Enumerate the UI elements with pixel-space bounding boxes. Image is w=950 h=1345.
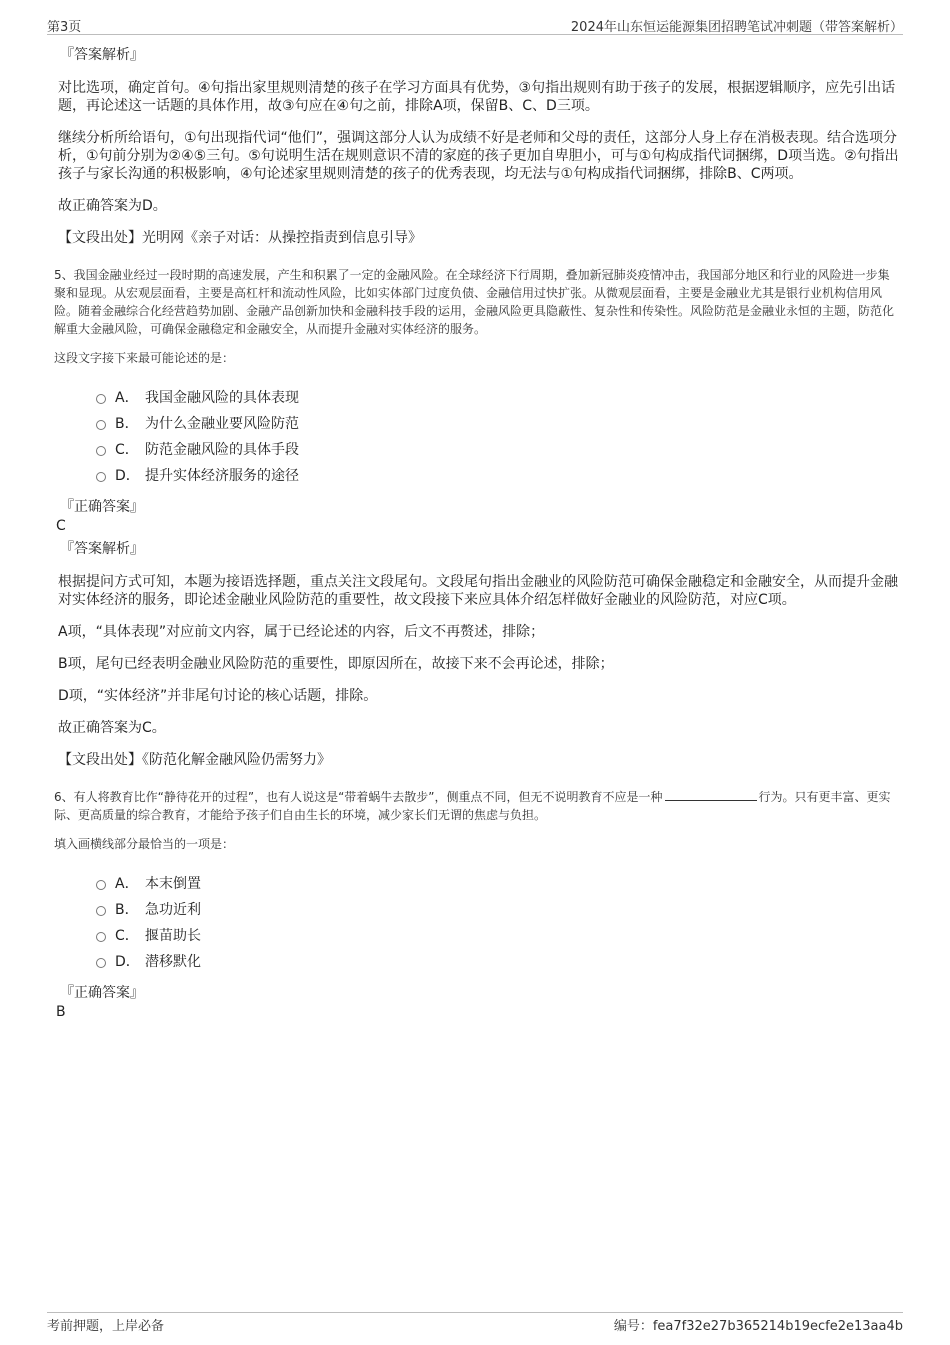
analysis-label: 『答案解析』	[60, 47, 144, 63]
page-content	[56, 46, 901, 1026]
document-title: 2024年山东恒运能源集团招聘笔试冲刺题（带答案解析）	[570, 20, 903, 35]
source-citation: 【文段出处】《防范化解金融风险仍需努力》	[58, 752, 331, 768]
analysis-paragraph: 对比选项，确定首句。④句指出家里规则清楚的孩子在学习方面具有优势，③句指出规则有助于孩子的发展，根据逻辑顺序，应先引出话题，再论述这一话题的具体作用，故③句应在④句之前，排除A项，保留B、C、D三项。	[58, 80, 896, 114]
option-c[interactable]: C． 揠苗助长	[96, 922, 901, 948]
radio-icon[interactable]	[96, 472, 106, 482]
footer-slogan: 考前押题，上岸必备	[47, 1319, 165, 1334]
option-b[interactable]: B． 为什么金融业要风险防范	[96, 410, 901, 436]
question-6-text: 6、有人将教育比作“静待花开的过程”，也有人说这是“带着蜗牛去散步”，侧重点不同，但无不说明教育不应是一种 行为。只有更丰富、更实际、更高质量的综合教育，才能给予孩子们自由生长的环境，减少家长们无谓的焦虑与负担。	[54, 790, 891, 822]
option-b[interactable]: B． 急功近利	[96, 896, 901, 922]
radio-icon[interactable]	[96, 394, 106, 404]
fill-blank	[665, 788, 757, 801]
page-footer	[47, 1312, 903, 1334]
correct-answer: B	[56, 1004, 66, 1020]
page-number: 第3页	[47, 20, 82, 35]
radio-icon[interactable]	[96, 958, 106, 968]
option-d[interactable]: D． 潜移默化	[96, 948, 901, 974]
question-6-options	[96, 870, 901, 974]
option-a[interactable]: A． 我国金融风险的具体表现	[96, 384, 901, 410]
radio-icon[interactable]	[96, 880, 106, 890]
analysis-paragraph: 根据提问方式可知，本题为接语选择题，重点关注文段尾句。文段尾句指出金融业的风险防范可确保金融稳定和金融安全，从而提升金融对实体经济的服务，即论述金融业风险防范的重要性，故文段接下来应具体介绍怎样做好金融业的风险防范，对应C项。	[58, 574, 898, 608]
question-6-prompt: 填入画横线部分最恰当的一项是：	[54, 837, 235, 851]
radio-icon[interactable]	[96, 906, 106, 916]
correct-answer-label: 『正确答案』	[60, 499, 144, 515]
option-d[interactable]: D． 提升实体经济服务的途径	[96, 462, 901, 488]
radio-icon[interactable]	[96, 446, 106, 456]
analysis-label: 『答案解析』	[60, 541, 144, 557]
radio-icon[interactable]	[96, 932, 106, 942]
analysis-paragraph: A项，“具体表现”对应前文内容，属于已经论述的内容，后文不再赘述，排除；	[58, 624, 545, 640]
page-header	[47, 14, 903, 35]
analysis-paragraph: B项，尾句已经表明金融业风险防范的重要性，即原因所在，故接下来不会再论述，排除；	[58, 656, 614, 672]
correct-answer: C	[56, 518, 66, 534]
correct-answer-label: 『正确答案』	[60, 985, 144, 1001]
question-5-prompt: 这段文字接下来最可能论述的是：	[54, 351, 235, 365]
document-id: 编号：fea7f32e27b365214b19ecfe2e13aa4b	[613, 1319, 903, 1334]
option-c[interactable]: C． 防范金融风险的具体手段	[96, 436, 901, 462]
question-5-text: 5、我国金融业经过一段时期的高速发展，产生和积累了一定的金融风险。在全球经济下行周期，叠加新冠肺炎疫情冲击，我国部分地区和行业的风险进一步集聚和显现。从宏观层面看，主要是高杠杆和流动性风险，比如实体部门过度负债、金融信用过快扩张。从微观层面看，主要是金融业尤其是银行业机构信用风险。随着金融综合化经营趋势加剧、金融产品创新加快和金融科技手段的运用，金融风险更具隐蔽性、复杂性和传染性。风险防范是金融业永恒的主题，防范化解重大金融风险，可确保金融稳定和金融安全，从而提升金融对实体经济的服务。	[54, 268, 895, 336]
option-a[interactable]: A． 本末倒置	[96, 870, 901, 896]
analysis-conclusion: 故正确答案为C。	[58, 720, 166, 736]
question-5-options	[96, 384, 901, 488]
radio-icon[interactable]	[96, 420, 106, 430]
analysis-paragraph: 继续分析所给语句，①句出现指代词“他们”，强调这部分人认为成绩不好是老师和父母的责任，这部分人身上存在消极表现。结合选项分析，①句前分别为②④⑤三句。⑤句说明生活在规则意识不清的家庭的孩子更加自卑胆小，可与①句构成指代词捆绑，D项当选。②句指出孩子与家长沟通的积极影响，④句论述家里规则清楚的孩子的优秀表现，均无法与①句构成指代词捆绑，排除B、C两项。	[58, 130, 899, 182]
analysis-conclusion: 故正确答案为D。	[58, 198, 167, 214]
source-citation: 【文段出处】光明网《亲子对话：从操控指责到信息引导》	[58, 230, 422, 246]
analysis-paragraph: D项，“实体经济”并非尾句讨论的核心话题，排除。	[58, 688, 378, 704]
